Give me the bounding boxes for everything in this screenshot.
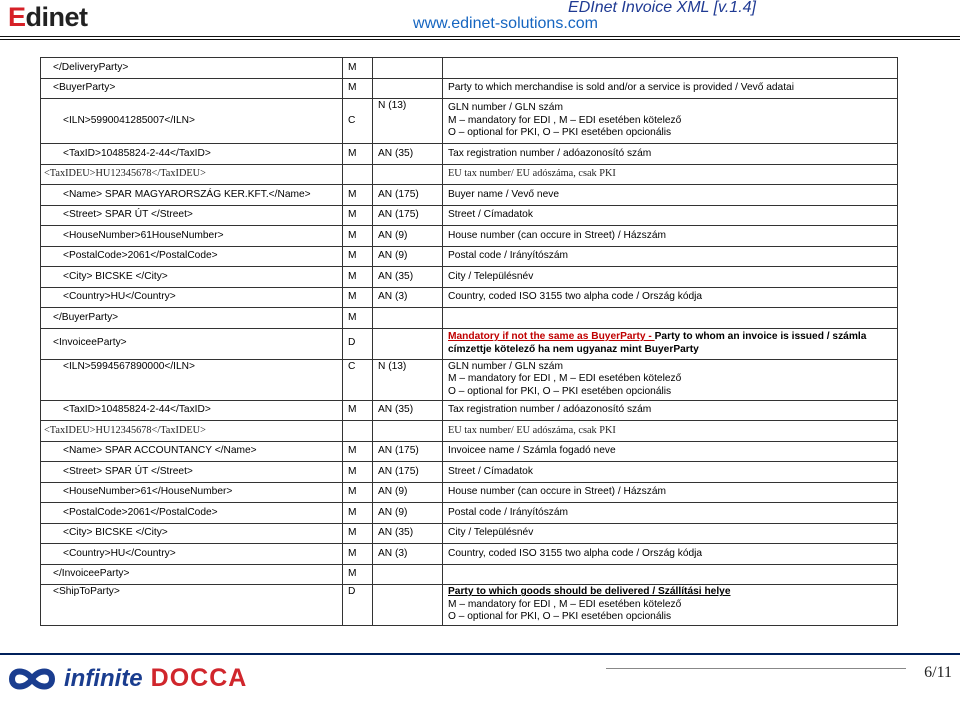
format-cell: AN (3) xyxy=(373,287,443,308)
element-cell: <TaxID>10485824-2-44</TaxID> xyxy=(41,144,343,165)
table-row xyxy=(41,287,898,308)
spec-table xyxy=(40,57,898,626)
element-cell: <PostalCode>2061</PostalCode> xyxy=(41,246,343,267)
element-cell: <TaxID>10485824-2-44</TaxID> xyxy=(41,400,343,421)
description-cell: Country, coded ISO 3155 two alpha code / Ország kódja xyxy=(443,287,898,308)
format-cell: N (13) xyxy=(373,359,443,400)
format-cell: AN (35) xyxy=(373,523,443,544)
format-cell xyxy=(373,78,443,99)
status-cell xyxy=(343,164,373,185)
status-cell: M xyxy=(343,523,373,544)
element-cell: <TaxIDEU>HU12345678</TaxIDEU> xyxy=(41,421,343,442)
format-cell xyxy=(373,421,443,442)
format-cell xyxy=(373,328,443,359)
element-cell: <HouseNumber>61HouseNumber> xyxy=(41,226,343,247)
element-cell: <ILN>5994567890000</ILN> xyxy=(41,359,343,400)
description-cell: EU tax number/ EU adószáma, csak PKI xyxy=(443,164,898,185)
format-cell: AN (175) xyxy=(373,462,443,483)
brand-infinite: infinite xyxy=(64,664,143,692)
element-cell: <BuyerParty> xyxy=(41,78,343,99)
description-line: M – mandatory for EDI , M – EDI esetében kötelező xyxy=(448,373,682,385)
format-cell xyxy=(373,564,443,585)
format-cell: AN (175) xyxy=(373,205,443,226)
status-cell: M xyxy=(343,564,373,585)
element-cell: <City> BICSKE </City> xyxy=(41,523,343,544)
table-row xyxy=(41,359,898,400)
description-line: M – mandatory for EDI , M – EDI esetében kötelező xyxy=(448,598,682,610)
table-row xyxy=(41,462,898,483)
infinite-docca-logo xyxy=(6,664,247,693)
format-cell xyxy=(373,58,443,79)
table-row xyxy=(41,267,898,288)
table-row xyxy=(41,482,898,503)
format-cell: AN (9) xyxy=(373,503,443,524)
description-cell: Tax registration number / adóazonosító szám xyxy=(443,144,898,165)
description-cell: Country, coded ISO 3155 two alpha code / Ország kódja xyxy=(443,544,898,565)
description-cell: Postal code / Irányítószám xyxy=(443,246,898,267)
table-row xyxy=(41,400,898,421)
infinity-icon xyxy=(6,665,58,693)
description-cell: Street / Címadatok xyxy=(443,462,898,483)
element-cell: <Street> SPAR ÚT </Street> xyxy=(41,462,343,483)
description-cell: Buyer name / Vevő neve xyxy=(443,185,898,206)
description-cell: Tax registration number / adóazonosító szám xyxy=(443,400,898,421)
format-cell: AN (3) xyxy=(373,544,443,565)
element-cell: <Street> SPAR ÚT </Street> xyxy=(41,205,343,226)
edinet-logo xyxy=(8,2,88,33)
status-cell xyxy=(343,421,373,442)
status-cell: M xyxy=(343,58,373,79)
description-line: GLN number / GLN szám xyxy=(448,360,563,372)
status-cell: C xyxy=(343,359,373,400)
description-cell: City / Településnév xyxy=(443,523,898,544)
element-cell: <ILN>5990041285007</ILN> xyxy=(41,99,343,144)
status-cell: M xyxy=(343,185,373,206)
page-number: 6/11 xyxy=(924,664,952,681)
format-cell: AN (175) xyxy=(373,441,443,462)
description-cell: EU tax number/ EU adószáma, csak PKI xyxy=(443,421,898,442)
description-text: Party to whom an invoice is issued / számla címzettje kötelező ha nem ugyanaz mint BuyerParty xyxy=(448,331,867,355)
description-line: O – optional for PKI, O – PKI esetében opcionális xyxy=(448,127,672,139)
status-cell: M xyxy=(343,308,373,329)
table-row xyxy=(41,226,898,247)
status-cell: M xyxy=(343,144,373,165)
description-cell xyxy=(443,58,898,79)
table-row xyxy=(41,503,898,524)
format-cell: AN (35) xyxy=(373,267,443,288)
element-cell: <TaxIDEU>HU12345678</TaxIDEU> xyxy=(41,164,343,185)
description-text: Party to which goods should be delivered / Szállítási helye xyxy=(448,586,731,598)
description-cell: House number (can occure in Street) / Házszám xyxy=(443,226,898,247)
description-cell xyxy=(443,359,898,400)
format-cell: N (13) xyxy=(373,99,443,144)
description-cell xyxy=(443,585,898,626)
description-cell xyxy=(443,564,898,585)
status-cell: M xyxy=(343,78,373,99)
table-row xyxy=(41,58,898,79)
edinet-logo-mark: E xyxy=(8,2,26,32)
status-cell: M xyxy=(343,287,373,308)
document-title: EDInet Invoice XML [v.1.4] xyxy=(568,0,756,16)
status-cell: M xyxy=(343,205,373,226)
table-row xyxy=(41,205,898,226)
status-cell: M xyxy=(343,267,373,288)
description-cell: Invoicee name / Számla fogadó neve xyxy=(443,441,898,462)
table-row xyxy=(41,328,898,359)
table-row xyxy=(41,78,898,99)
website-link[interactable]: www.edinet-solutions.com xyxy=(413,15,598,32)
description-cell: Postal code / Irányítószám xyxy=(443,503,898,524)
element-cell: <ShipToParty> xyxy=(41,585,343,626)
table-row xyxy=(41,585,898,626)
status-cell: M xyxy=(343,400,373,421)
status-cell: M xyxy=(343,544,373,565)
table-row xyxy=(41,564,898,585)
element-cell: <City> BICSKE </City> xyxy=(41,267,343,288)
table-row xyxy=(41,421,898,442)
element-cell: <HouseNumber>61</HouseNumber> xyxy=(41,482,343,503)
status-cell: M xyxy=(343,482,373,503)
description-cell: City / Településnév xyxy=(443,267,898,288)
footer-divider xyxy=(0,653,960,655)
format-cell: AN (35) xyxy=(373,400,443,421)
element-cell: <Name> SPAR ACCOUNTANCY </Name> xyxy=(41,441,343,462)
format-cell: AN (9) xyxy=(373,482,443,503)
format-cell: AN (175) xyxy=(373,185,443,206)
description-cell: House number (can occure in Street) / Házszám xyxy=(443,482,898,503)
status-cell: M xyxy=(343,226,373,247)
status-cell: M xyxy=(343,462,373,483)
description-cell: Party to which merchandise is sold and/or a service is provided / Vevő adatai xyxy=(443,78,898,99)
mandatory-note: Mandatory if not the same as BuyerParty - xyxy=(448,331,655,342)
format-cell xyxy=(373,585,443,626)
footer-line xyxy=(606,668,906,669)
description-line: M – mandatory for EDI , M – EDI esetében kötelező xyxy=(448,114,682,126)
format-cell xyxy=(373,308,443,329)
element-cell: <InvoiceeParty> xyxy=(41,328,343,359)
table-row xyxy=(41,99,898,144)
status-cell: C xyxy=(343,99,373,144)
table-row xyxy=(41,441,898,462)
description-line: O – optional for PKI, O – PKI esetében opcionális xyxy=(448,385,672,397)
element-cell: </DeliveryParty> xyxy=(41,58,343,79)
status-cell: M xyxy=(343,503,373,524)
description-line: GLN number / GLN szám xyxy=(448,102,563,114)
format-cell xyxy=(373,164,443,185)
header-divider xyxy=(0,36,960,40)
format-cell: AN (9) xyxy=(373,226,443,247)
table-row xyxy=(41,523,898,544)
table-row xyxy=(41,164,898,185)
table-row xyxy=(41,246,898,267)
element-cell: </InvoiceeParty> xyxy=(41,564,343,585)
status-cell: M xyxy=(343,246,373,267)
element-cell: </BuyerParty> xyxy=(41,308,343,329)
status-cell: D xyxy=(343,585,373,626)
element-cell: <PostalCode>2061</PostalCode> xyxy=(41,503,343,524)
format-cell: AN (9) xyxy=(373,246,443,267)
description-cell xyxy=(443,99,898,144)
edinet-logo-text: dinet xyxy=(25,2,88,32)
description-cell xyxy=(443,308,898,329)
status-cell: D xyxy=(343,328,373,359)
element-cell: <Country>HU</Country> xyxy=(41,287,343,308)
table-row xyxy=(41,544,898,565)
description-cell: Street / Címadatok xyxy=(443,205,898,226)
brand-docca: DOCCA xyxy=(150,664,248,692)
status-cell: M xyxy=(343,441,373,462)
element-cell: <Name> SPAR MAGYARORSZÁG KER.KFT.</Name> xyxy=(41,185,343,206)
table-row xyxy=(41,308,898,329)
description-line: O – optional for PKI, O – PKI esetében opcionális xyxy=(448,611,672,623)
table-row xyxy=(41,144,898,165)
description-cell xyxy=(443,328,898,359)
element-cell: <Country>HU</Country> xyxy=(41,544,343,565)
format-cell: AN (35) xyxy=(373,144,443,165)
table-row xyxy=(41,185,898,206)
description-line xyxy=(448,586,892,599)
